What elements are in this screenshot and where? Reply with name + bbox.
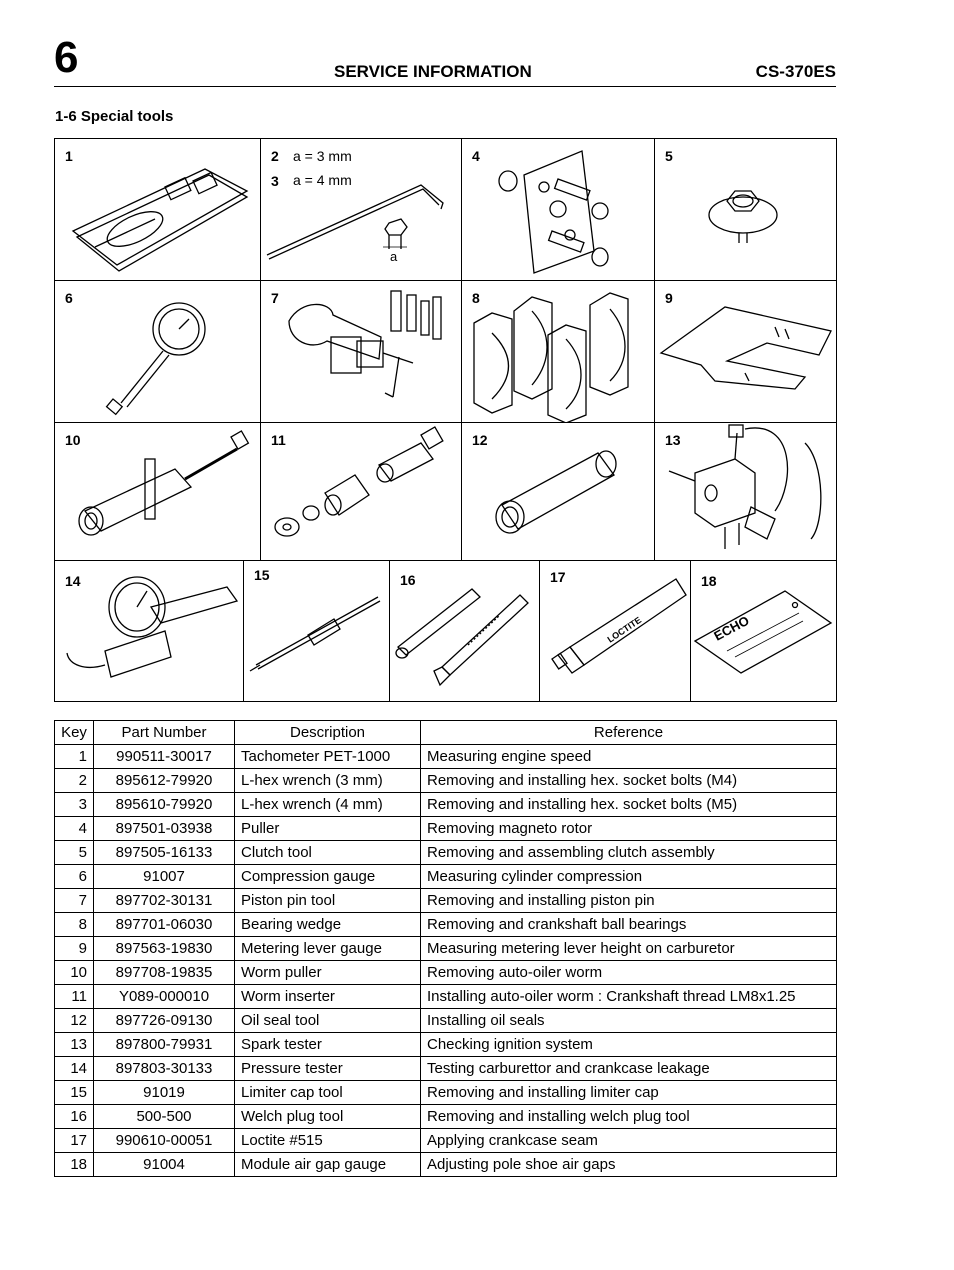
cell-description: Piston pin tool <box>235 889 421 913</box>
tool-number: 11 <box>271 432 286 448</box>
cell-reference: Removing and installing hex. socket bolts (M5) <box>421 793 837 817</box>
echo-logo: ECHO <box>711 612 752 644</box>
special-tools-grid <box>54 138 837 702</box>
loctite-tube-illustration <box>540 561 691 702</box>
cell-reference: Removing and crankshaft ball bearings <box>421 913 837 937</box>
tool-number: 2 <box>271 148 279 164</box>
tool-number: 1 <box>65 148 73 164</box>
cell-part-number: 897726-09130 <box>94 1009 235 1033</box>
cell-reference: Installing auto-oiler worm : Crankshaft thread LM8x1.25 <box>421 985 837 1009</box>
cell-key: 4 <box>55 817 94 841</box>
tool-number: 15 <box>254 567 270 583</box>
cell-part-number: 91007 <box>94 865 235 889</box>
air-gap-gauge-illustration <box>691 561 836 702</box>
parts-table-body <box>55 745 837 1177</box>
tool-cell-loctite <box>540 561 691 702</box>
cell-key: 16 <box>55 1105 94 1129</box>
cell-description: Clutch tool <box>235 841 421 865</box>
tool-number: 9 <box>665 290 673 306</box>
cell-reference: Removing and installing hex. socket bolts (M4) <box>421 769 837 793</box>
table-row <box>55 1129 837 1153</box>
cell-reference: Adjusting pole shoe air gaps <box>421 1153 837 1177</box>
column-header-description: Description <box>235 721 421 745</box>
cell-part-number: 897702-30131 <box>94 889 235 913</box>
cell-key: 6 <box>55 865 94 889</box>
cell-key: 17 <box>55 1129 94 1153</box>
table-row <box>55 913 837 937</box>
tool-cell-spark-tester <box>655 423 836 561</box>
cell-description: Worm inserter <box>235 985 421 1009</box>
tool-number: 16 <box>400 572 416 588</box>
cell-key: 13 <box>55 1033 94 1057</box>
cell-key: 14 <box>55 1057 94 1081</box>
worm-inserter-illustration <box>261 423 462 561</box>
cell-part-number: 91004 <box>94 1153 235 1177</box>
tool-cell-limiter-cap <box>244 561 390 702</box>
cell-description: Puller <box>235 817 421 841</box>
oil-seal-tool-illustration <box>462 423 655 561</box>
tool-number: 17 <box>550 569 566 585</box>
column-header-key: Key <box>55 721 94 745</box>
tool-cell-piston-pin <box>261 281 462 423</box>
cell-reference: Removing and assembling clutch assembly <box>421 841 837 865</box>
cell-part-number: 990511-30017 <box>94 745 235 769</box>
cell-reference: Removing and installing limiter cap <box>421 1081 837 1105</box>
spark-tester-illustration <box>655 423 836 561</box>
tool-cell-bearing-wedge <box>462 281 655 423</box>
cell-part-number: 897701-06030 <box>94 913 235 937</box>
cell-key: 2 <box>55 769 94 793</box>
tachometer-illustration <box>55 139 261 281</box>
tool-number: 10 <box>65 432 81 448</box>
tool-number: 7 <box>271 290 279 306</box>
tool-number: 12 <box>472 432 488 448</box>
cell-key: 8 <box>55 913 94 937</box>
table-row <box>55 889 837 913</box>
cell-description: Tachometer PET-1000 <box>235 745 421 769</box>
tool-cell-air-gap-gauge <box>691 561 836 702</box>
table-row <box>55 1057 837 1081</box>
table-row <box>55 1153 837 1177</box>
cell-part-number: 897563-19830 <box>94 937 235 961</box>
page-title: SERVICE INFORMATION <box>334 62 532 81</box>
puller-illustration <box>462 139 655 281</box>
worm-puller-illustration <box>55 423 261 561</box>
cell-description: Welch plug tool <box>235 1105 421 1129</box>
cell-description: Spark tester <box>235 1033 421 1057</box>
cell-part-number: 500-500 <box>94 1105 235 1129</box>
cell-key: 1 <box>55 745 94 769</box>
cell-reference: Measuring cylinder compression <box>421 865 837 889</box>
tool-cell-hex-wrenches <box>261 139 462 281</box>
table-row <box>55 1105 837 1129</box>
cell-reference: Checking ignition system <box>421 1033 837 1057</box>
cell-description: Metering lever gauge <box>235 937 421 961</box>
table-row <box>55 1081 837 1105</box>
cell-part-number: 91019 <box>94 1081 235 1105</box>
piston-pin-tool-illustration <box>261 281 462 423</box>
column-header-reference: Reference <box>421 721 837 745</box>
tool-number: 13 <box>665 432 681 448</box>
section-title: 1-6 Special tools <box>55 108 174 125</box>
cell-reference: Measuring metering lever height on carburetor <box>421 937 837 961</box>
hex-wrench-illustration <box>261 139 462 281</box>
table-row <box>55 793 837 817</box>
table-row <box>55 865 837 889</box>
tool-number: 6 <box>65 290 73 306</box>
pressure-tester-illustration <box>55 561 244 702</box>
clutch-tool-illustration <box>655 139 836 281</box>
dimension-label: a = 3 mm <box>293 148 352 164</box>
compression-gauge-illustration <box>55 281 261 423</box>
tool-cell-pressure-tester <box>55 561 244 702</box>
tool-number: 4 <box>472 148 480 164</box>
model-number: CS-370ES <box>755 62 836 81</box>
dimension-mark: a <box>390 249 398 264</box>
cell-description: Loctite #515 <box>235 1129 421 1153</box>
cell-part-number: Y089-000010 <box>94 985 235 1009</box>
cell-key: 15 <box>55 1081 94 1105</box>
tool-cell-clutch <box>655 139 836 281</box>
column-header-part-number: Part Number <box>94 721 235 745</box>
tool-cell-welch-plug <box>390 561 540 702</box>
cell-description: Bearing wedge <box>235 913 421 937</box>
tool-cell-oil-seal <box>462 423 655 561</box>
cell-reference: Removing magneto rotor <box>421 817 837 841</box>
tool-number: 18 <box>701 573 717 589</box>
cell-description: Module air gap gauge <box>235 1153 421 1177</box>
cell-key: 11 <box>55 985 94 1009</box>
cell-key: 18 <box>55 1153 94 1177</box>
table-row <box>55 985 837 1009</box>
cell-description: Pressure tester <box>235 1057 421 1081</box>
metering-gauge-illustration <box>655 281 836 423</box>
cell-part-number: 895612-79920 <box>94 769 235 793</box>
table-row <box>55 961 837 985</box>
cell-part-number: 990610-00051 <box>94 1129 235 1153</box>
parts-table <box>54 720 837 1177</box>
tool-number: 14 <box>65 573 81 589</box>
cell-part-number: 897505-16133 <box>94 841 235 865</box>
tool-cell-metering-gauge <box>655 281 836 423</box>
cell-reference: Removing and installing welch plug tool <box>421 1105 837 1129</box>
cell-reference: Removing auto-oiler worm <box>421 961 837 985</box>
cell-reference: Testing carburettor and crankcase leakage <box>421 1057 837 1081</box>
dimension-label: a = 4 mm <box>293 172 352 188</box>
cell-key: 3 <box>55 793 94 817</box>
table-row <box>55 769 837 793</box>
limiter-cap-tool-illustration <box>244 561 390 702</box>
cell-part-number: 895610-79920 <box>94 793 235 817</box>
cell-description: L-hex wrench (3 mm) <box>235 769 421 793</box>
cell-part-number: 897708-19835 <box>94 961 235 985</box>
cell-description: Worm puller <box>235 961 421 985</box>
cell-reference: Applying crankcase seam <box>421 1129 837 1153</box>
table-row <box>55 745 837 769</box>
tool-cell-compression-gauge <box>55 281 261 423</box>
cell-description: L-hex wrench (4 mm) <box>235 793 421 817</box>
table-row <box>55 817 837 841</box>
tool-cell-tachometer <box>55 139 261 281</box>
welch-plug-tool-illustration <box>390 561 540 702</box>
cell-key: 9 <box>55 937 94 961</box>
table-row <box>55 937 837 961</box>
cell-reference: Removing and installing piston pin <box>421 889 837 913</box>
cell-part-number: 897501-03938 <box>94 817 235 841</box>
cell-description: Oil seal tool <box>235 1009 421 1033</box>
cell-key: 12 <box>55 1009 94 1033</box>
header-rule <box>54 86 836 87</box>
cell-key: 7 <box>55 889 94 913</box>
cell-description: Compression gauge <box>235 865 421 889</box>
table-row <box>55 841 837 865</box>
tool-cell-worm-inserter <box>261 423 462 561</box>
bearing-wedge-illustration <box>462 281 655 423</box>
loctite-label: LOCTITE <box>605 614 644 645</box>
cell-reference: Measuring engine speed <box>421 745 837 769</box>
table-row <box>55 1009 837 1033</box>
tool-cell-puller <box>462 139 655 281</box>
tool-number: 5 <box>665 148 673 164</box>
cell-key: 5 <box>55 841 94 865</box>
cell-part-number: 897800-79931 <box>94 1033 235 1057</box>
tool-number: 8 <box>472 290 480 306</box>
cell-description: Limiter cap tool <box>235 1081 421 1105</box>
tool-number: 3 <box>271 173 279 189</box>
table-header-row <box>55 721 837 745</box>
cell-key: 10 <box>55 961 94 985</box>
cell-reference: Installing oil seals <box>421 1009 837 1033</box>
table-row <box>55 1033 837 1057</box>
chapter-number: 6 <box>54 33 79 82</box>
tool-cell-worm-puller <box>55 423 261 561</box>
cell-part-number: 897803-30133 <box>94 1057 235 1081</box>
